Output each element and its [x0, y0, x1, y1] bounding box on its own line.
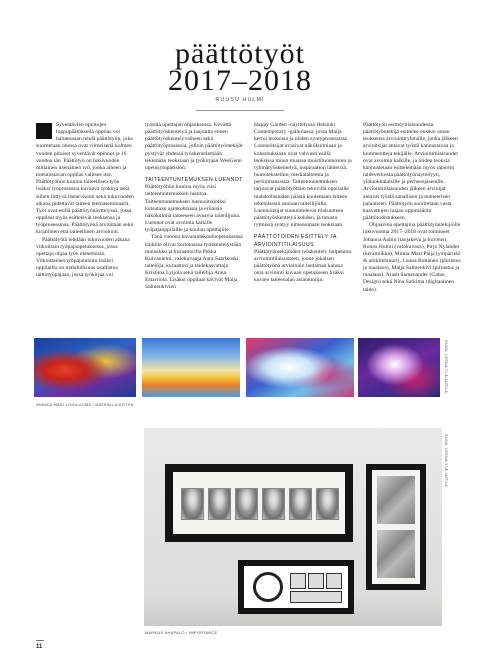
portrait-drawing	[208, 488, 231, 520]
figure-sketch	[377, 530, 415, 578]
paragraph: Tänä vuonna kuvataidekouluopetuksessa kaikille olivat kertomassa työskentelystään muusikko ja kuraattorilla Pekka Kuivaniemi, valokuvaaja Aura Saarikoski, taiteilija, kuraattori ja taidekasvattaja Kristiina Lyijola sekä taiteilija Anna Estarriola. Lisäksi oppilaat kävivät Maija Salmenkivien	[145, 234, 243, 291]
paragraph: Happy Garden -näyttelyssä Helsinki Contemporary -galleriassa, jossa Maija kertoi teoksista ja niiden syntyprosessista. Luennoitsijat avasivat näkökulmiaan ja kokemuksiaan ovat vahvasti esillä teoksissa muun muassa muistiluonnosten ja ryhmätyöskentelyä, inspiraation lähteistä, huutoteksteihin, mediataiteesta ja performanssista. Taiteentuntemuksen tarjoavat päättötyöttäin tekevillä oppilaille mahdollisuuden päästä kuulemaan taiteen tekemisestä suoraan taiteilijoilta. Luennoitsijat suunnittelevat tilaisuuteen päättötyöskentelyä kohden, ja tutustu rytmissä syntyy nimenomaan teoksiaan.	[254, 122, 352, 229]
tall-drawing-frame	[366, 464, 426, 590]
paragraph: työstää opettajan ohjauksessa. Kevättä päättötyöskentelyä ja laajuutta ennen päättötyöskentelyvaiheen sekä päättötyöprosessia, jolloin päättötyöntekijät pystyvät yhdessä työskentelemään tekemään teoksiaan ja työkirjaan WeeGenn opetusympäristön.	[145, 122, 243, 171]
headphones-illustration	[253, 572, 283, 602]
portrait-drawing	[289, 488, 312, 520]
figure-sketch	[377, 476, 415, 524]
painting-photo-3	[246, 338, 354, 397]
portrait-series-frame	[165, 464, 353, 542]
paragraph: Syventävien opintojen loppupäätöksellä oppilas voi halutessaan tehdä päättötyön, joka suoritetaan ohessa ovat viimeisenä kolmen vuoden pituiset syventävät opinnot ja 16 vuoden iän. Päättötyö on lukuvuoden mittainen itsenäinen työ, jonka aiheen ja toteutustavan oppilas valitsee itse. Päättötyöhön kuuluu taiteellisen työn lisäksi työprosessia kuvaava työkirja sekä siihen liittyvä itsearviointi sekä lukuvuoden aikana pidettävät taiteen teemaseminaarit. Työt ovat esillä päättötyönäyttelyssä, jossa oppilaat myös esittelevät teoksensa ja työprosessinsa. Päättötyönä arvioitaan sekä kirjallinen että taiteellinen arvioinnit.	[36, 122, 134, 236]
title-divider	[196, 110, 284, 111]
portrait-drawing	[262, 488, 285, 520]
paragraph: Päättötyöhön kuuluu myös viisi taiteentuntemuksen luentoa. Taiteentuntemuksen luennoitsijoiksi kutsutaan ajankohtaisia ja erilaisia näkökulmia taiteeseen avaavia taiteilijoita. Luennot ovat avoimia kaikille työpajaoppilaille ja koulun opettajille.	[145, 184, 241, 234]
painting-photo-4	[358, 338, 440, 397]
drop-cap-block	[36, 123, 52, 139]
paragraph: Ohjaavina opettajina päättötyöntekijöille lukuvuonna 2017–2018 ovat toimineet Johanna Aubin (taojakeva ja kuvitus), Ruusu Hulmi (valokuvaus), Pirjo Nylander (keramiikka), Minna-Mari Paija (ympäristö & arkkitehtuuri), Louna Ruttanen (piirustus ja maalaus), Maija Salmenkivi (piirustus ja maalaus), Arash Samenander (Game Design) sekä Nina Sarkima (digitaalinen taide).	[363, 222, 461, 293]
frame-mat	[372, 470, 420, 584]
paragraph: Päättötyötä tehdään lukuvuoden aikana viikoittain työpajaopetuksessa, jossa opettaja ohjaa työn etenemistä. Viikoittainen työpajatunnin lisäksi oppilailla on mahdollisuus osallistua taittotyöpajaan, jossa työkirjaa voi	[36, 236, 130, 279]
subheading-lectures: TAITEENTUNTEMUKSEN LUENNOT	[145, 177, 243, 184]
gallery-caption: MARKUS AHAPALO / IMPORTANCE	[145, 630, 218, 635]
text-column-1	[36, 122, 134, 279]
frame-mat	[173, 472, 345, 534]
subheading-evaluation: PÄÄTTÖTÖIDEN ESITTELY JA ARVIOINTITILAISUUS	[254, 234, 337, 248]
paragraph: Päättötyön esittelytilaisuudessa päättötyöntekijä esittelee ensiksi oman teoksensa arviointiryhmälle, jonka jälkeen arvioitsijat antavat työstä kannustavaa ja kommentteja tekijälle. Arviointitilaisuudet ovat avoimia kaikille, ja niiden teoksia kannustetaan esittelemään myös raportin taideverkosta päättötyönäyttelyyn, yläluokkalaisille ja perheenjäsenille. Arviointitilaisuuden jälkeen arvioijat antavat työstä sanallisen ja numeerisen palautteen. Päättötyön suoritetaan vasta kaavattujen laajan oppimäärän päättötodistukseen.	[363, 122, 458, 222]
frame-mat	[244, 566, 348, 608]
page-number: 11	[36, 644, 43, 650]
painting-photo-2	[142, 338, 240, 397]
headphones-frame	[238, 560, 354, 614]
strip-caption: ANNIKA MÄKI-LOHILUOMA / MATKALLA KOTIIN	[36, 402, 134, 407]
article-title-line1: päättötyöt	[175, 37, 305, 70]
byline: RUUSU HULMI	[215, 97, 265, 103]
photo-credit-vertical: KUVA: LEENA YLÄ-JUTILA	[444, 340, 448, 394]
object-illustration	[308, 573, 324, 589]
painting-photo-1	[34, 338, 136, 397]
object-illustration	[290, 591, 342, 603]
portrait-drawing	[316, 488, 339, 520]
footer-rule	[36, 640, 44, 641]
text-column-3	[254, 122, 352, 284]
portrait-drawing	[181, 488, 204, 520]
paragraph: Päättötyöntekijöiden työskentely huipentuu arviointitilaisuuteen, jonne jokaisen päättötyönä arvioinnin lautaman kanssa oma arviointi kuvaan opetukseen lisäksi kuvien taiteenalan asiantuntija.	[254, 248, 352, 284]
article-title-line2: 2017–2018	[168, 64, 312, 97]
text-column-2	[145, 122, 243, 292]
portrait-drawing	[235, 488, 258, 520]
text-column-4	[363, 122, 461, 294]
photo-credit-vertical: KUVA: LEENA YLÄ-JUTILA	[444, 434, 448, 488]
object-illustration	[290, 573, 306, 589]
object-illustration	[326, 573, 342, 589]
